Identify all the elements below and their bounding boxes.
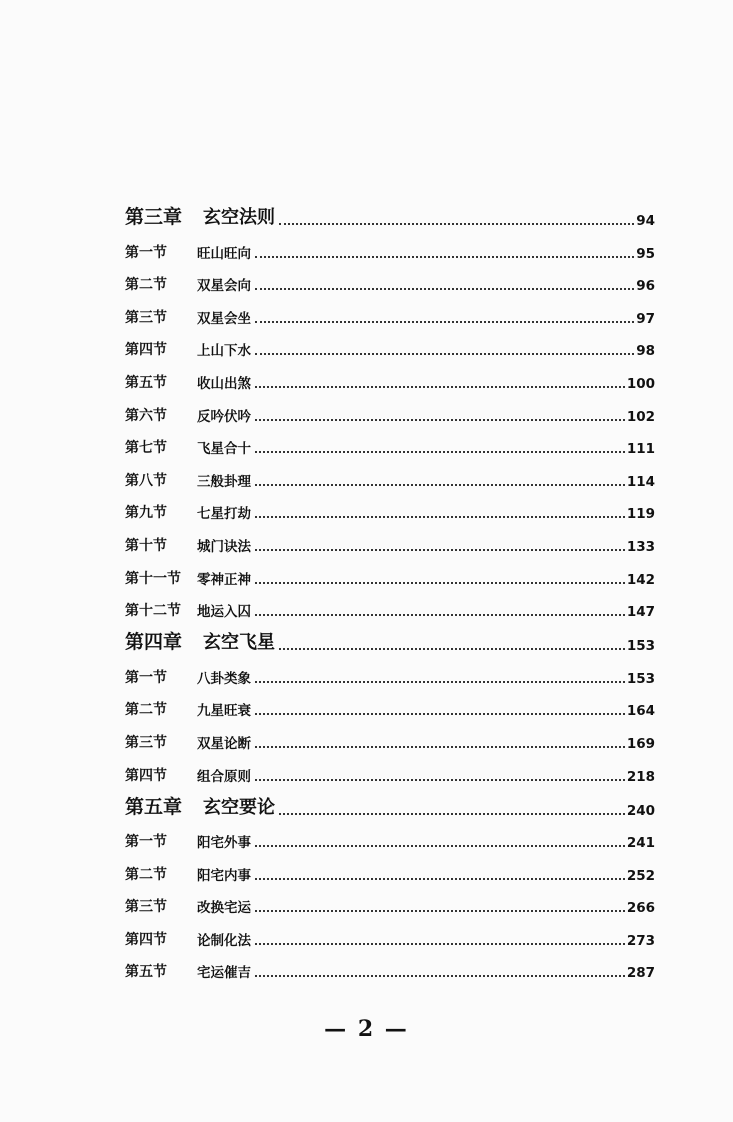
toc-entry-number: 第四节 <box>125 342 167 359</box>
toc-entry-page-number: 100 <box>626 375 655 392</box>
toc-entry-title: 双星论断 <box>197 735 251 752</box>
toc-entry-title: 玄空飞星 <box>203 632 275 654</box>
toc-entry-number: 第十一节 <box>125 570 181 587</box>
dot-leader <box>255 909 625 912</box>
toc-entry-page-number: 273 <box>626 932 655 949</box>
toc-entry-title: 地运入囚 <box>197 604 251 621</box>
toc-entry-title: 三般卦理 <box>197 473 251 490</box>
toc-entry-title: 双星会向 <box>197 278 251 295</box>
toc-section-entry <box>125 851 655 884</box>
toc-section-entry <box>125 392 655 425</box>
toc-entry-number: 第九节 <box>125 505 167 522</box>
toc-entry-page-number: 95 <box>636 245 655 262</box>
toc-section-entry <box>125 588 655 621</box>
toc-section-entry <box>125 719 655 752</box>
toc-entry-page-number: 153 <box>626 638 655 655</box>
toc-entry-number: 第一节 <box>125 244 167 261</box>
toc-entry-number: 第三章 <box>125 206 183 228</box>
toc-section-entry <box>125 884 655 917</box>
toc-entry-title: 旺山旺向 <box>197 245 251 262</box>
dot-leader <box>255 974 625 977</box>
toc-chapter-entry <box>125 785 655 819</box>
dot-leader <box>279 647 625 650</box>
toc-entry-title: 零神正神 <box>197 571 251 588</box>
toc-entry-number: 第八节 <box>125 472 167 489</box>
toc-section-entry <box>125 490 655 523</box>
toc-entry-title: 玄空法则 <box>203 207 275 228</box>
toc-entry-page-number: 169 <box>626 735 655 752</box>
toc-section-entry <box>125 687 655 720</box>
toc-entry-page-number: 240 <box>626 802 655 819</box>
toc-entry-page-number: 119 <box>626 506 655 523</box>
toc-entry-page-number: 164 <box>626 703 655 720</box>
toc-entry-page-number: 287 <box>626 965 655 982</box>
toc-entry-page-number: 94 <box>636 213 655 229</box>
dot-leader <box>255 385 625 388</box>
toc-entry-title: 论制化法 <box>197 932 251 949</box>
toc-entry-page-number: 241 <box>626 835 655 852</box>
dot-leader <box>255 255 634 258</box>
toc-section-entry <box>125 555 655 588</box>
toc-entry-number: 第五章 <box>125 795 183 818</box>
toc-entry-page-number: 266 <box>626 900 655 917</box>
toc-entry-page-number: 96 <box>636 278 655 295</box>
dot-leader <box>255 548 625 551</box>
toc-entry-title: 八卦类象 <box>197 670 251 687</box>
toc-entry-number: 第三节 <box>125 899 167 916</box>
toc-entry-title: 收山出煞 <box>197 375 251 392</box>
toc-entry-title: 阳宅外事 <box>197 835 251 852</box>
toc-entry-number: 第二节 <box>125 277 167 294</box>
toc-section-entry <box>125 457 655 490</box>
toc-entry-title: 宅运催吉 <box>197 965 251 982</box>
toc-entry-page-number: 98 <box>636 343 655 360</box>
toc-entry-number: 第五节 <box>125 374 167 391</box>
toc-entry-number: 第一节 <box>125 834 167 851</box>
dot-leader <box>255 680 625 683</box>
toc-entry-number: 第十二节 <box>125 603 181 620</box>
toc-entry-page-number: 142 <box>626 571 655 588</box>
toc-entry-number: 第二节 <box>125 866 167 883</box>
dot-leader <box>255 745 625 748</box>
toc-section-entry <box>125 229 655 262</box>
toc-entry-page-number: 111 <box>626 441 655 458</box>
toc-entry-number: 第二节 <box>125 702 167 719</box>
dot-leader <box>255 877 625 880</box>
toc-entry-number: 第三节 <box>125 734 167 751</box>
toc-entry-number: 第七节 <box>125 440 167 457</box>
toc-entry-number: 第十节 <box>125 537 167 554</box>
toc-entry-number: 第四节 <box>125 931 167 948</box>
dot-leader <box>255 581 625 584</box>
toc-entry-page-number: 114 <box>626 473 655 490</box>
dot-leader <box>255 515 625 518</box>
dot-leader <box>255 450 625 453</box>
dot-leader <box>279 222 634 225</box>
toc-entry-page-number: 147 <box>626 604 655 621</box>
dot-leader <box>279 812 625 815</box>
toc-entry-number: 第一节 <box>125 669 167 686</box>
toc-section-entry <box>125 327 655 360</box>
toc-entry-title: 反吟伏吟 <box>197 408 251 425</box>
toc-entry-title: 改换宅运 <box>197 900 251 917</box>
toc-entry-number: 第五节 <box>125 964 167 981</box>
toc-section-entry <box>125 294 655 327</box>
toc-entry-title: 阳宅内事 <box>197 867 251 884</box>
toc-entry-page-number: 133 <box>626 538 655 555</box>
toc-entry-title: 飞星合十 <box>197 441 251 458</box>
toc-chapter-entry <box>125 195 655 229</box>
toc-section-entry <box>125 425 655 458</box>
toc-section-entry <box>125 262 655 295</box>
toc-entry-title: 城门诀法 <box>197 538 251 555</box>
dot-leader <box>255 778 625 781</box>
toc-entry-title: 玄空要论 <box>203 796 275 818</box>
toc-entry-title: 九星旺衰 <box>197 703 251 720</box>
toc-section-entry <box>125 654 655 687</box>
dot-leader <box>255 287 634 290</box>
toc-entry-title: 七星打劫 <box>197 506 251 523</box>
page-number-footer: — 2 — <box>324 1016 409 1042</box>
dot-leader <box>255 712 625 715</box>
toc-entry-number: 第四节 <box>125 767 167 784</box>
toc-section-entry <box>125 359 655 392</box>
table-of-contents <box>125 195 655 981</box>
toc-entry-number: 第四章 <box>125 631 183 654</box>
dot-leader <box>255 942 625 945</box>
toc-entry-page-number: 153 <box>626 670 655 687</box>
toc-section-entry <box>125 916 655 949</box>
dot-leader <box>255 483 625 486</box>
toc-section-entry <box>125 949 655 982</box>
toc-section-entry <box>125 522 655 555</box>
dot-leader <box>255 320 634 323</box>
toc-entry-title: 双星会坐 <box>197 310 251 327</box>
toc-entry-page-number: 102 <box>626 408 655 425</box>
dot-leader <box>255 613 625 616</box>
toc-entry-page-number: 218 <box>626 768 655 785</box>
toc-entry-page-number: 252 <box>626 867 655 884</box>
toc-entry-title: 组合原则 <box>197 768 251 785</box>
dot-leader <box>255 352 634 355</box>
toc-chapter-entry <box>125 620 655 654</box>
dot-leader <box>255 418 625 421</box>
toc-entry-title: 上山下水 <box>197 343 251 360</box>
dot-leader <box>255 844 625 847</box>
toc-entry-page-number: 97 <box>636 310 655 327</box>
toc-entry-number: 第三节 <box>125 309 167 326</box>
toc-section-entry <box>125 819 655 852</box>
toc-section-entry <box>125 752 655 785</box>
toc-entry-number: 第六节 <box>125 407 167 424</box>
